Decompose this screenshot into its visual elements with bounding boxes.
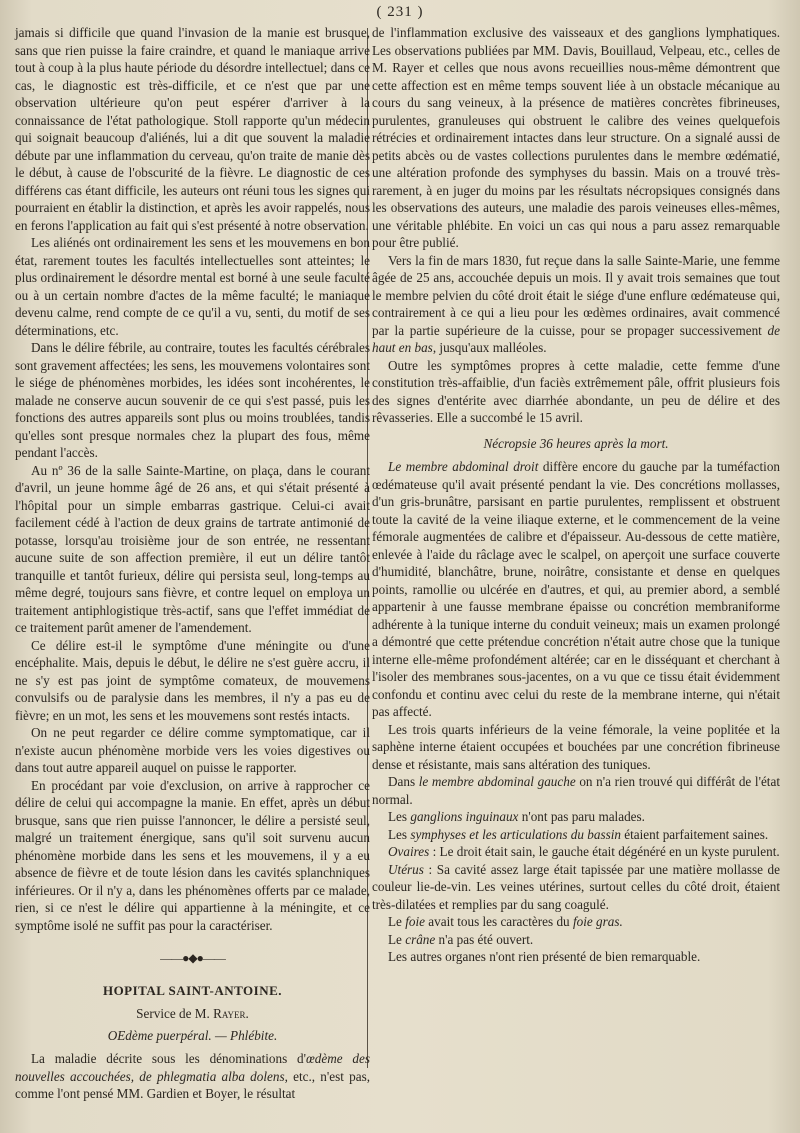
paragraph: Outre les symptômes propres à cette maladie, cette femme d'une constitution très-affaiblie, d'un faciès extrêmement pâle, offrit plusieurs fois des signes d'entérite avec diarrhée abondante, un peu de délire et des rêvasseries. Elle a succombé le 15 avril. bbox=[372, 357, 780, 425]
text-run: : Le droit était sain, le gauche était dégénéré en un kyste purulent. bbox=[429, 844, 780, 859]
paragraph: Au nº 36 de la salle Sainte-Martine, on plaça, dans le courant d'avril, un jeune homme âgé de 26 ans, et qui s'était présenté à l'hôpital pour un simple embarras gastrique. Celui-ci avait facilement cédé à l'action de deux grains de tartrate antimonié de potasse, lorsqu'au troisième jour de son entrée, ne ressentant aucune suite de son affection première, il eut un délire tantôt tranquille et tantôt furieux, délire qui persista seul, long-temps au même degré, toujours sans fièvre, et contre lequel on employa un traitement antiphlogistique très-actif, sans que l'effet immédiat de ce traitement parût amener de l'amendement. bbox=[15, 462, 370, 635]
paragraph bbox=[372, 913, 780, 931]
left-column bbox=[15, 24, 370, 1103]
text-run: on n'a rien trouvé qui différât de l'état normal. bbox=[372, 774, 780, 807]
paragraph bbox=[372, 861, 780, 914]
text-run: diffère encore du gauche par la tuméfaction œdémateuse qu'il avait présenté pendant la vie. Des concrétions mollasses, d'un gris-brunâtre, parsisant en partie purulentes, remplissent et obstruent toute la cavité de la veine iliaque externe, et le commencement de la veine fémorale augmentées de calibre et d'épaisseur. Au-dessous de cette matière, enlevée à l'aide du râclage avec le scalpel, on aperçoit une surface couverte d'humidité, blanchâtre, brune, noirâtre, consistante et dense en quelques points, ramollie ou ulcérée en d'autres, et qui, au premier abord, a semblé appartenir à une fausse membrane épaisse ou concrétion membraniforme adhérente à la tunique interne du conduit veineux; mais un examen prolongé a démontré que cette prétendue concrétion n'était autre chose que la tunique interne elle-même profondément altérée; car en le disséquant et cherchant à l'isoler des membranes sous-jacentes, on a vu que ce tissu était évidemment confondu et continu avec celui du reste de la membrane interne, qui n'était pas affecté. bbox=[372, 459, 781, 719]
italic-run: Le membre abdominal droit bbox=[388, 459, 539, 474]
paragraph bbox=[372, 826, 780, 844]
text-run: Dans bbox=[388, 774, 419, 789]
necropsy-heading: Nécropsie 36 heures après la mort. bbox=[483, 435, 669, 451]
text-run: La maladie décrite sous les dénominations d' bbox=[31, 1051, 306, 1066]
paragraph bbox=[372, 808, 780, 826]
paragraph bbox=[15, 1050, 370, 1103]
paragraph: Les aliénés ont ordinairement les sens et les mouvemens en bon état, rarement toutes les facultés intellectuelles sont atteintes; le plus ordinairement le désordre mental est borné à une seule faculté ou à un certain nombre d'actes de la même faculté; le maniaque devenu calme, rend compte de ce qu'il a vu, senti, du motif de ses déterminations, etc. bbox=[15, 235, 370, 338]
paragraph: Les trois quarts inférieurs de la veine fémorale, la veine poplitée et la saphène interne étaient occupées et bouchées par une concrétion fibrineuse dense et résistante, mais sans altération des tuniques. bbox=[372, 721, 780, 772]
text-run: Les bbox=[388, 826, 411, 842]
right-column bbox=[372, 24, 780, 966]
text-run: Vers la fin de mars 1830, fut reçue dans la salle Sainte-Marie, une femme âgée de 25 ans, accouchée depuis un mois. Il y avait trois semaines que tout le membre pelvien du côté droit était le siége d'une enflure œdémateuse qui, contrairement à ce qui a lieu pour les œdèmes ordinaires, avait commencé par la partie supérieure de la cuisse, pour se propager successivement bbox=[372, 252, 780, 338]
italic-run: le membre abdominal gauche bbox=[418, 774, 576, 789]
service-prefix: Service de M. bbox=[136, 1006, 210, 1021]
italic-run: foie bbox=[405, 914, 425, 929]
italic-run: ganglions inguinaux bbox=[410, 809, 519, 824]
paragraph: de l'inflammation exclusive des vaisseaux et des ganglions lymphatiques. Les observations publiées par MM. Davis, Bouillaud, Velpeau, etc., celles de M. Rayer et celles que nous avons recueillies nous-même démontrent que cette affection est en même temps souvent liée à un obstacle mécanique au cours du sang veineux, à la présence de matières concrètes fibrineuses, purulentes, granuleuses qui obstruent le calibre des veines quelquefois rétrécies et ordinairement intactes dans leur structure. On a signalé aussi de petits abcès ou de vastes collections purulentes dans le membre œdématié, une altération profonde des symphyses du bassin. Mais on a trouvé très-rarement, à en juger du moins par les résultats nécropsiques consignés dans les observations des auteurs, une maladie des parois veineuses elles-mêmes, une véritable phlébite. En voici un cas qui nous a paru assez remarquable pour être publié. bbox=[372, 25, 780, 250]
text-run: , etc., n'est pas, comme l'ont pensé MM. Gardien et Boyer, le résultat bbox=[15, 1068, 371, 1101]
paragraph bbox=[372, 252, 780, 357]
paragraph bbox=[372, 843, 780, 861]
paragraph bbox=[372, 458, 780, 721]
service-line bbox=[15, 1005, 370, 1023]
paragraph bbox=[372, 931, 780, 949]
text-run: avait tous les caractères du bbox=[425, 914, 573, 929]
italic-run: crâne bbox=[405, 931, 436, 947]
text-run: étaient parfaitement saines. bbox=[620, 826, 769, 842]
text-run: , jusqu'aux malléoles. bbox=[432, 340, 547, 355]
case-subtitle: OEdème puerpéral. — Phlébite. bbox=[107, 1027, 278, 1043]
paragraph bbox=[372, 773, 780, 808]
italic-run: symphyses et les articulations du bassin bbox=[410, 826, 621, 842]
paragraph: On ne peut regarder ce délire comme symptomatique, car il n'existe aucun phénomène morbide vers les voies digestives ou dans tout autre appareil auquel on puisse le rapporter. bbox=[15, 725, 370, 775]
text-run: Les bbox=[388, 809, 411, 824]
italic-run: œdème des nouvelles accouchées, de phlegmatia alba dolens bbox=[15, 1051, 370, 1084]
italic-run: Ovaires bbox=[388, 844, 430, 859]
text-run: : Sa cavité assez large était tapissée par une matière mollasse de couleur lie-de-vin. Les veines utérines, surtout celles du côté droit, étaient très-dilatées et remplies par du sang coagulé. bbox=[372, 861, 780, 912]
service-name: Rayer. bbox=[213, 1006, 249, 1021]
italic-run: foie gras. bbox=[572, 914, 623, 929]
italic-run: de haut en bas bbox=[372, 322, 780, 355]
text-run: Le bbox=[388, 931, 406, 947]
italic-run: Utérus bbox=[388, 861, 424, 877]
text-run: n'a pas été ouvert. bbox=[435, 931, 534, 947]
text-run: Le bbox=[388, 914, 406, 929]
paragraph: En procédant par voie d'exclusion, on arrive à rapprocher ce délire de celui qui accompagne la manie. En effet, après un début brusque, sans que rien puisse l'annoncer, le délire a persisté seul, malgré un traitement énergique, sans qu'il soit survenu aucun phénomène morbide dans les sens et les mouvemens, il y a eu absence de fièvre et de toute lésion dans les cavités splanchniques inférieures. Or il n'y a, dans les phénomènes offerts par ce malade, rien, si ce n'est le délire qui appartienne à la méningite, et ce symptôme isolé ne suffit pas pour la caractériser. bbox=[15, 777, 370, 933]
paragraph: Ce délire est-il le symptôme d'une méningite ou d'une encéphalite. Mais, depuis le début, le délire ne s'est guère accru, il ne s'y est pas joint de symptôme comateux, de mouvemens convulsifs ou de paralysie dans les membres, il n'y a pas eu de fièvre; en un mot, les sens et les mouvemens sont restés intacts. bbox=[15, 637, 370, 723]
paragraph: Les autres organes n'ont rien présenté de bien remarquable. bbox=[388, 949, 701, 964]
text-run: n'ont pas paru malades. bbox=[518, 809, 645, 824]
paragraph: jamais si difficile que quand l'invasion de la manie est brusque, sans que rien puisse la faire craindre, et quand le maniaque arrive tout à coup à la plus haute période du désordre intellectuel; dans ce cas, le diagnostic est très-difficile, et ce n'est que par une observation ultérieure qu'on peut espérer d'arriver à la connaissance de l'état pathologique. Stoll rapporte qu'un médecin qui soignait beaucoup d'aliénés, lui a dit que souvent la maladie débute par une inflammation du cerveau, qu'on traite de manie dès le début, à cause de l'obscurité de la fièvre. Le diagnostic de ces différens cas étant difficile, les auteurs ont réuni tous les signes qui pourraient en établir la distinction, et après les avoir rappelés, nous en ferons l'application au fait qui s'est présenté à notre observation. bbox=[15, 25, 370, 233]
page-number: ( 231 ) bbox=[376, 4, 424, 20]
paragraph: Dans le délire fébrile, au contraire, toutes les facultés cérébrales sont gravement affectées; les sens, les mouvemens volontaires sont le siége de phénomènes morbides, les idées sont incohérentes, le malade ne conserve aucun souvenir de ce qui s'est passé, puis les fonctions des autres appareils sont plus ou moins troublées, tandis qu'elles sont presque normales chez la plupart des fous, même pendant l'accès. bbox=[15, 340, 370, 460]
section-heading: HOPITAL SAINT-ANTOINE. bbox=[102, 982, 283, 998]
ornament-divider: ——●◆●—— bbox=[160, 951, 225, 965]
